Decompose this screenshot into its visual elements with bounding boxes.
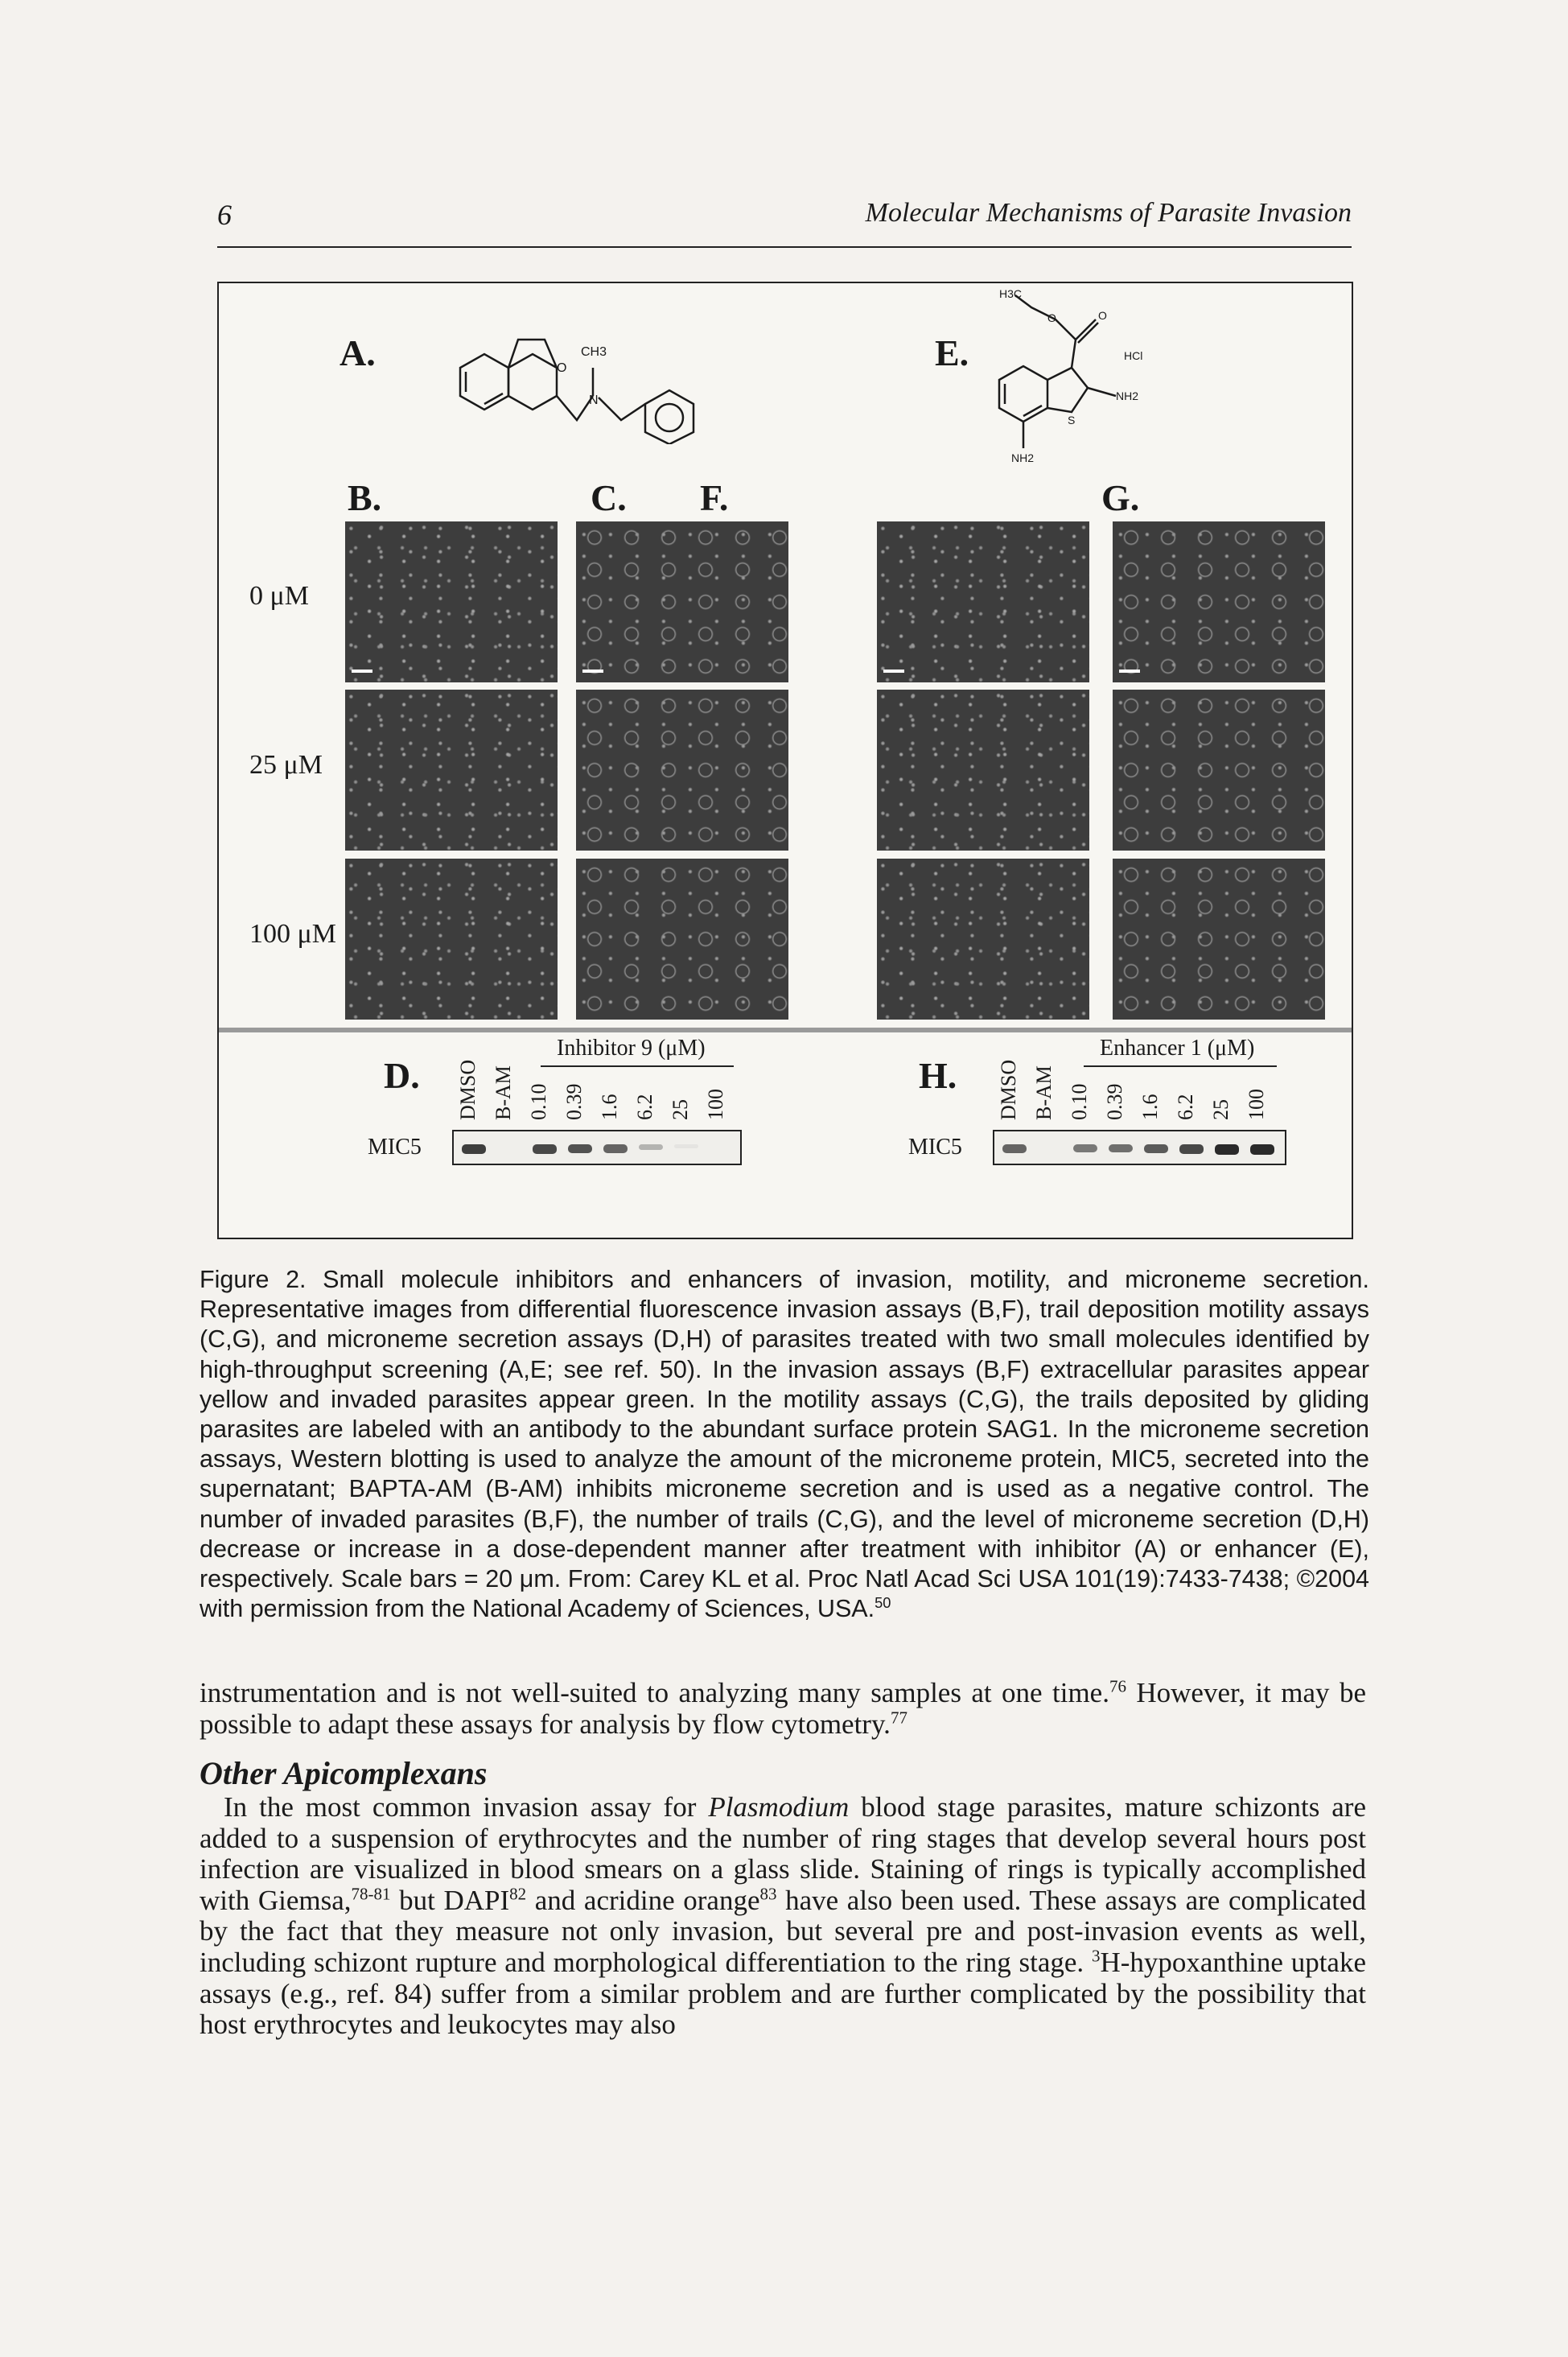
caption-label: Figure 2. bbox=[200, 1266, 307, 1293]
scale-bar bbox=[582, 670, 603, 673]
blot-d-lane-label: DMSO bbox=[456, 1059, 479, 1120]
body-text-span: H-hypoxanthine uptake assays (e.g., ref. 84) suffer from a similar problem and are further complicated by the possibility that host erythrocytes and leukocytes may also bbox=[200, 1946, 1366, 2041]
blot-d-lane-label: 0.10 bbox=[527, 1083, 550, 1120]
blot-d-lane-label: B-AM bbox=[492, 1065, 515, 1120]
blot-h-lane-label: 100 bbox=[1245, 1089, 1268, 1120]
caption-text: Small molecule inhibitors and enhancers of invasion, motility, and microneme secretion. Representative images from differential fluorescence invasion assays (B,F), trail deposition motility assays (C,G), and microneme secretion assays (D,H) of parasites treated with two small molecules identified by high-throughput screening (A,E; see ref. 50). In the invasion assays (B,F) extracellular parasites appear yellow and invaded parasites appear green. In the motility assays (C,G), the trails deposited by gliding parasites are labeled with an antibody to the abundant surface protein SAG1. In the microneme secretion assays, Western blotting is used to analyze the amount of the microneme protein, MIC5, secreted into the supernatant; BAPTA-AM (B-AM) inhibits microneme secretion and is used as a negative control. The number of invaded parasites (B,F), the number of trails (C,G), and the level of microneme secretion (D,H) decrease or increase in a dose-dependent manner after treatment with inhibitor (A) or enhancer (E), respectively. Scale bars = 20 μm. From: Carey KL et al. Proc Natl Acad Sci USA 101(19):7433-7438; ©2004 with permission from the National Academy of Sciences, USA. bbox=[200, 1266, 1369, 1623]
scale-bar bbox=[883, 670, 904, 673]
micrograph-b-0uM bbox=[345, 521, 558, 682]
atom-nh2-right-e: NH2 bbox=[1116, 389, 1139, 402]
micrograph-g-100uM bbox=[1113, 859, 1325, 1020]
blot-d-lane-label: 25 bbox=[669, 1099, 692, 1120]
atom-nh2-bottom-e: NH2 bbox=[1011, 451, 1035, 464]
atom-hcl-e: HCl bbox=[1124, 349, 1143, 362]
caption-ref: 50 bbox=[875, 1594, 891, 1612]
blot-d-lane-label: 100 bbox=[704, 1089, 727, 1120]
body-text-span: blood stage parasites, mature schizonts are added to a suspension of erythrocytes and the number of ring stages that develop several hours post infection are visualized in blood smears on a glass slide. Staining of rings is typically accomplished with Giemsa, bbox=[200, 1791, 1366, 1916]
body-text-span: but DAPI bbox=[390, 1884, 510, 1916]
blot-band bbox=[674, 1144, 698, 1148]
micrograph-f-100uM bbox=[877, 859, 1089, 1020]
atom-o-a: O bbox=[557, 361, 567, 375]
scale-bar bbox=[352, 670, 372, 673]
body-text-span: instrumentation and is not well-suited to analyzing many samples at one time. bbox=[200, 1677, 1109, 1708]
panel-label-e: E. bbox=[935, 332, 969, 373]
panel-label-b: B. bbox=[348, 477, 382, 518]
blot-h-lane-label: 0.10 bbox=[1068, 1083, 1091, 1120]
panel-label-c: C. bbox=[591, 477, 627, 518]
blot-band bbox=[1109, 1144, 1133, 1152]
blot-d-lane-label: 1.6 bbox=[598, 1094, 621, 1120]
atom-o1-e: O bbox=[1047, 311, 1056, 324]
body-text-span: In the most common invasion assay for bbox=[224, 1791, 709, 1823]
atom-n-a: N bbox=[589, 394, 599, 407]
blot-h-header-rule bbox=[1084, 1065, 1277, 1067]
citation-ref: 82 bbox=[509, 1884, 527, 1904]
panel-label-f: F. bbox=[700, 477, 729, 518]
blot-h-lane-label: 6.2 bbox=[1174, 1094, 1197, 1120]
micrograph-g-0uM bbox=[1113, 521, 1325, 682]
panel-label-g: G. bbox=[1101, 477, 1140, 518]
panel-label-h: H. bbox=[919, 1055, 957, 1096]
blot-d-lane-label: 6.2 bbox=[633, 1094, 656, 1120]
citation-ref: 83 bbox=[759, 1884, 777, 1904]
citation-ref: 76 bbox=[1109, 1676, 1126, 1696]
blot-d-lane-label: 0.39 bbox=[562, 1083, 586, 1120]
row-label-0uM: 0 μM bbox=[249, 581, 309, 611]
atom-o2-e: O bbox=[1098, 309, 1107, 322]
body-text-span: have also been used. These assays are complicated by the fact that they measure not only invasion, but several pre and post-invasion events as well, including schizont rupture and morphological differentiation to the ring stage. bbox=[200, 1884, 1366, 1978]
blot-band bbox=[639, 1144, 663, 1150]
citation-ref: 78-81 bbox=[351, 1884, 391, 1904]
micrograph-c-0uM bbox=[576, 521, 788, 682]
blot-h-lane-label: 0.39 bbox=[1103, 1083, 1126, 1120]
panel-label-a: A. bbox=[340, 332, 376, 373]
body-text-span: and acridine orange bbox=[526, 1884, 760, 1916]
atom-s-e: S bbox=[1068, 414, 1076, 426]
blot-h-mic5-label: MIC5 bbox=[908, 1135, 962, 1160]
figure-2 bbox=[217, 282, 1353, 1239]
blot-band bbox=[1002, 1144, 1027, 1153]
isotope-superscript: 3 bbox=[1091, 1946, 1101, 1966]
blot-band bbox=[1250, 1144, 1274, 1155]
blot-divider bbox=[219, 1028, 1352, 1032]
genus-name: Plasmodium bbox=[708, 1791, 850, 1823]
section-heading: Other Apicomplexans bbox=[200, 1755, 488, 1791]
blot-h-lane-label: 1.6 bbox=[1138, 1094, 1162, 1120]
body-paragraph-1 bbox=[200, 1678, 1366, 1740]
blot-d-mic5-label: MIC5 bbox=[368, 1135, 422, 1160]
blot-band bbox=[1073, 1144, 1097, 1152]
micrograph-c-100uM bbox=[576, 859, 788, 1020]
row-label-25uM: 25 μM bbox=[249, 750, 323, 780]
row-label-100uM: 100 μM bbox=[249, 919, 336, 949]
scale-bar bbox=[1119, 670, 1140, 673]
blot-h-header: Enhancer 1 (μM) bbox=[1100, 1036, 1255, 1061]
blot-d-header-rule bbox=[541, 1065, 734, 1067]
micrograph-b-25uM bbox=[345, 690, 558, 851]
body-text-span: However, it may be possible to adapt these assays for analysis by flow cytometry. bbox=[200, 1677, 1366, 1740]
panel-label-d: D. bbox=[384, 1055, 420, 1096]
blot-band bbox=[533, 1144, 557, 1154]
figure-caption bbox=[200, 1265, 1369, 1624]
molecule-e-structure bbox=[983, 283, 1192, 468]
micrograph-c-25uM bbox=[576, 690, 788, 851]
blot-band bbox=[1215, 1144, 1239, 1155]
micrograph-g-25uM bbox=[1113, 690, 1325, 851]
body-paragraph-2 bbox=[200, 1792, 1366, 2041]
blot-d-strip bbox=[452, 1130, 742, 1165]
atom-ch3-a: CH3 bbox=[581, 345, 607, 359]
blot-band bbox=[603, 1144, 628, 1153]
atom-h3c-e: H3C bbox=[999, 287, 1023, 300]
blot-h-lane-label: 25 bbox=[1209, 1099, 1233, 1120]
page-number: 6 bbox=[217, 199, 232, 231]
blot-band bbox=[568, 1144, 592, 1153]
micrograph-f-0uM bbox=[877, 521, 1089, 682]
blot-h-lane-label: B-AM bbox=[1032, 1065, 1056, 1120]
citation-ref: 77 bbox=[890, 1707, 907, 1727]
blot-d-header: Inhibitor 9 (μM) bbox=[557, 1036, 706, 1061]
running-title: Molecular Mechanisms of Parasite Invasion bbox=[865, 198, 1352, 228]
blot-band bbox=[1144, 1144, 1168, 1153]
blot-band bbox=[462, 1144, 486, 1154]
molecule-a-structure bbox=[428, 291, 702, 444]
blot-h-strip bbox=[993, 1130, 1286, 1165]
blot-h-lane-label: DMSO bbox=[997, 1059, 1020, 1120]
micrograph-f-25uM bbox=[877, 690, 1089, 851]
micrograph-b-100uM bbox=[345, 859, 558, 1020]
running-head bbox=[217, 198, 1352, 248]
blot-band bbox=[1179, 1144, 1204, 1154]
